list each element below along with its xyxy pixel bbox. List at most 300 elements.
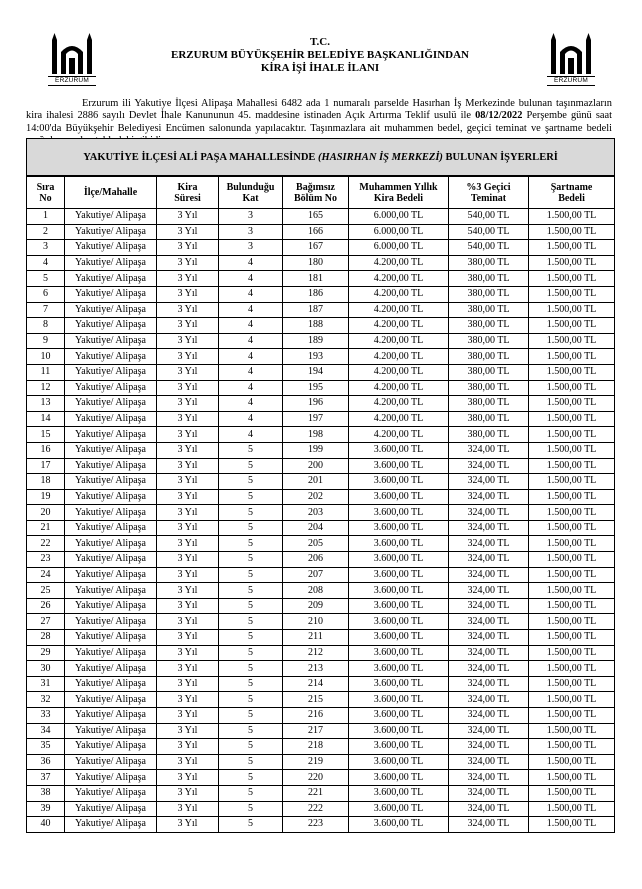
table-row (27, 380, 615, 396)
rental-table-container (26, 138, 614, 833)
cell-muhammen-bedel: 6.000,00 TL (349, 224, 449, 240)
cell-bolum-no: 201 (283, 474, 349, 490)
cell-sira-no: 30 (27, 661, 65, 677)
cell-sartname-bedeli: 1.500,00 TL (529, 505, 615, 521)
cell-sartname-bedeli: 1.500,00 TL (529, 645, 615, 661)
cell-gecici-teminat: 324,00 TL (449, 520, 529, 536)
cell-ilce-mahalle: Yakutiye/ Alipaşa (65, 442, 157, 458)
cell-kira-suresi: 3 Yıl (157, 817, 219, 833)
cell-kat: 5 (219, 520, 283, 536)
cell-sartname-bedeli: 1.500,00 TL (529, 411, 615, 427)
cell-bolum-no: 196 (283, 396, 349, 412)
cell-kira-suresi: 3 Yıl (157, 583, 219, 599)
table-row (27, 505, 615, 521)
cell-ilce-mahalle: Yakutiye/ Alipaşa (65, 224, 157, 240)
cell-ilce-mahalle: Yakutiye/ Alipaşa (65, 333, 157, 349)
table-row (27, 645, 615, 661)
cell-muhammen-bedel: 3.600,00 TL (349, 458, 449, 474)
cell-sartname-bedeli: 1.500,00 TL (529, 240, 615, 256)
header-label-line: Kat (242, 192, 259, 204)
cell-gecici-teminat: 324,00 TL (449, 567, 529, 583)
cell-kira-suresi: 3 Yıl (157, 801, 219, 817)
cell-sira-no: 29 (27, 645, 65, 661)
table-row (27, 676, 615, 692)
cell-kira-suresi: 3 Yıl (157, 396, 219, 412)
table-row (27, 411, 615, 427)
cell-sartname-bedeli: 1.500,00 TL (529, 318, 615, 334)
cell-kat: 4 (219, 396, 283, 412)
header-label-line: İlçe/Mahalle (83, 187, 138, 198)
cell-sira-no: 27 (27, 614, 65, 630)
cell-kat: 5 (219, 536, 283, 552)
cell-ilce-mahalle: Yakutiye/ Alipaşa (65, 380, 157, 396)
cell-bolum-no: 188 (283, 318, 349, 334)
cell-kira-suresi: 3 Yıl (157, 614, 219, 630)
cell-sira-no: 38 (27, 785, 65, 801)
cell-muhammen-bedel: 3.600,00 TL (349, 723, 449, 739)
cell-kira-suresi: 3 Yıl (157, 271, 219, 287)
cell-ilce-mahalle: Yakutiye/ Alipaşa (65, 520, 157, 536)
cell-ilce-mahalle: Yakutiye/ Alipaşa (65, 785, 157, 801)
cell-gecici-teminat: 324,00 TL (449, 785, 529, 801)
header-label-line: Bulunduğu (226, 181, 275, 193)
cell-bolum-no: 206 (283, 552, 349, 568)
table-row (27, 209, 615, 225)
cell-bolum-no: 215 (283, 692, 349, 708)
cell-sira-no: 5 (27, 271, 65, 287)
cell-gecici-teminat: 380,00 TL (449, 318, 529, 334)
cell-gecici-teminat: 380,00 TL (449, 427, 529, 443)
cell-bolum-no: 166 (283, 224, 349, 240)
cell-kat: 3 (219, 240, 283, 256)
cell-sira-no: 16 (27, 442, 65, 458)
header-label-line: Bölüm No (293, 192, 338, 204)
cell-kira-suresi: 3 Yıl (157, 739, 219, 755)
cell-kira-suresi: 3 Yıl (157, 692, 219, 708)
cell-kira-suresi: 3 Yıl (157, 318, 219, 334)
cell-kira-suresi: 3 Yıl (157, 427, 219, 443)
cell-kira-suresi: 3 Yıl (157, 489, 219, 505)
header-kira-suresi (157, 176, 219, 209)
cell-sira-no: 36 (27, 754, 65, 770)
cell-ilce-mahalle: Yakutiye/ Alipaşa (65, 583, 157, 599)
table-row (27, 224, 615, 240)
header-bulundugu-kat (219, 176, 283, 209)
cell-ilce-mahalle: Yakutiye/ Alipaşa (65, 770, 157, 786)
cell-kat: 4 (219, 302, 283, 318)
table-row (27, 630, 615, 646)
cell-bolum-no: 211 (283, 630, 349, 646)
header-label-line: Süresi (174, 192, 201, 204)
cell-kat: 4 (219, 333, 283, 349)
cell-kat: 5 (219, 801, 283, 817)
cell-sartname-bedeli: 1.500,00 TL (529, 676, 615, 692)
cell-sartname-bedeli: 1.500,00 TL (529, 770, 615, 786)
cell-ilce-mahalle: Yakutiye/ Alipaşa (65, 552, 157, 568)
cell-gecici-teminat: 540,00 TL (449, 224, 529, 240)
header-gecici-teminat (449, 176, 529, 209)
table-row (27, 458, 615, 474)
cell-sartname-bedeli: 1.500,00 TL (529, 723, 615, 739)
header-label-line: Muhammen Yıllık (359, 181, 438, 193)
cell-muhammen-bedel: 4.200,00 TL (349, 333, 449, 349)
cell-muhammen-bedel: 6.000,00 TL (349, 209, 449, 225)
cell-kat: 5 (219, 645, 283, 661)
cell-ilce-mahalle: Yakutiye/ Alipaşa (65, 302, 157, 318)
table-row (27, 255, 615, 271)
cell-kira-suresi: 3 Yıl (157, 411, 219, 427)
cell-bolum-no: 197 (283, 411, 349, 427)
cell-sartname-bedeli: 1.500,00 TL (529, 286, 615, 302)
table-row (27, 318, 615, 334)
cell-bolum-no: 187 (283, 302, 349, 318)
document-title-block (100, 36, 540, 75)
table-row (27, 708, 615, 724)
cell-sartname-bedeli: 1.500,00 TL (529, 302, 615, 318)
header-bagimsiz-bolum (283, 176, 349, 209)
cell-sartname-bedeli: 1.500,00 TL (529, 785, 615, 801)
cell-sira-no: 11 (27, 364, 65, 380)
cell-kat: 5 (219, 552, 283, 568)
cell-kat: 5 (219, 567, 283, 583)
cell-gecici-teminat: 324,00 TL (449, 630, 529, 646)
municipality-logo-right (547, 32, 595, 84)
cell-muhammen-bedel: 4.200,00 TL (349, 302, 449, 318)
header-label-line: No (39, 192, 52, 204)
cell-gecici-teminat: 380,00 TL (449, 286, 529, 302)
cell-ilce-mahalle: Yakutiye/ Alipaşa (65, 692, 157, 708)
cell-kat: 4 (219, 380, 283, 396)
cell-ilce-mahalle: Yakutiye/ Alipaşa (65, 411, 157, 427)
cell-ilce-mahalle: Yakutiye/ Alipaşa (65, 349, 157, 365)
table-row (27, 536, 615, 552)
cell-sira-no: 26 (27, 598, 65, 614)
cell-bolum-no: 217 (283, 723, 349, 739)
cell-sartname-bedeli: 1.500,00 TL (529, 817, 615, 833)
cell-kira-suresi: 3 Yıl (157, 708, 219, 724)
cell-sira-no: 39 (27, 801, 65, 817)
cell-muhammen-bedel: 3.600,00 TL (349, 520, 449, 536)
cell-sira-no: 8 (27, 318, 65, 334)
cell-ilce-mahalle: Yakutiye/ Alipaşa (65, 240, 157, 256)
cell-kat: 5 (219, 474, 283, 490)
cell-gecici-teminat: 540,00 TL (449, 240, 529, 256)
cell-muhammen-bedel: 3.600,00 TL (349, 817, 449, 833)
cell-gecici-teminat: 324,00 TL (449, 817, 529, 833)
cell-muhammen-bedel: 3.600,00 TL (349, 536, 449, 552)
cell-gecici-teminat: 380,00 TL (449, 255, 529, 271)
cell-bolum-no: 167 (283, 240, 349, 256)
cell-muhammen-bedel: 3.600,00 TL (349, 489, 449, 505)
cell-sira-no: 22 (27, 536, 65, 552)
table-row (27, 567, 615, 583)
cell-gecici-teminat: 324,00 TL (449, 552, 529, 568)
cell-muhammen-bedel: 3.600,00 TL (349, 739, 449, 755)
cell-sartname-bedeli: 1.500,00 TL (529, 333, 615, 349)
cell-gecici-teminat: 324,00 TL (449, 770, 529, 786)
cell-kat: 5 (219, 614, 283, 630)
table-row (27, 801, 615, 817)
cell-ilce-mahalle: Yakutiye/ Alipaşa (65, 708, 157, 724)
cell-muhammen-bedel: 3.600,00 TL (349, 708, 449, 724)
cell-sartname-bedeli: 1.500,00 TL (529, 489, 615, 505)
cell-kira-suresi: 3 Yıl (157, 333, 219, 349)
cell-bolum-no: 198 (283, 427, 349, 443)
cell-ilce-mahalle: Yakutiye/ Alipaşa (65, 318, 157, 334)
cell-ilce-mahalle: Yakutiye/ Alipaşa (65, 676, 157, 692)
cell-kira-suresi: 3 Yıl (157, 598, 219, 614)
cell-sira-no: 21 (27, 520, 65, 536)
cell-muhammen-bedel: 3.600,00 TL (349, 442, 449, 458)
cell-gecici-teminat: 540,00 TL (449, 209, 529, 225)
cell-bolum-no: 204 (283, 520, 349, 536)
cell-sartname-bedeli: 1.500,00 TL (529, 255, 615, 271)
cell-bolum-no: 195 (283, 380, 349, 396)
cell-ilce-mahalle: Yakutiye/ Alipaşa (65, 598, 157, 614)
cell-ilce-mahalle: Yakutiye/ Alipaşa (65, 489, 157, 505)
cell-muhammen-bedel: 6.000,00 TL (349, 240, 449, 256)
cell-muhammen-bedel: 3.600,00 TL (349, 614, 449, 630)
cell-sira-no: 9 (27, 333, 65, 349)
cell-bolum-no: 165 (283, 209, 349, 225)
cell-sira-no: 23 (27, 552, 65, 568)
cell-ilce-mahalle: Yakutiye/ Alipaşa (65, 427, 157, 443)
table-body (27, 209, 615, 833)
intro-text-2: Perşembe günü saat 14:00'da Büyükşehir Belediyesi Encümen salonunda yapılacaktır. Taşınmazlara ait muhammen bedel, geçici teminat ve şartname bedeli (26, 110, 612, 134)
table-row (27, 442, 615, 458)
intro-text-1: Erzurum ili Yakutiye İlçesi Alipaşa Mahallesi 6482 ada 1 numaralı parselde Hasırhan İş Merkezinde bulunan taşınmazların kira ihalesi 2886 sayılı Devlet İhale Kanununun 45. maddesine istinaden Açık Artırma Teklif usulü ile (26, 98, 612, 122)
header-label-line: Sıra (36, 181, 55, 193)
cell-kira-suresi: 3 Yıl (157, 676, 219, 692)
cell-sartname-bedeli: 1.500,00 TL (529, 614, 615, 630)
cell-muhammen-bedel: 3.600,00 TL (349, 785, 449, 801)
table-caption (27, 139, 615, 177)
cell-kat: 5 (219, 739, 283, 755)
table-row (27, 349, 615, 365)
cell-sartname-bedeli: 1.500,00 TL (529, 380, 615, 396)
cell-kira-suresi: 3 Yıl (157, 661, 219, 677)
cell-kira-suresi: 3 Yıl (157, 442, 219, 458)
cell-kira-suresi: 3 Yıl (157, 474, 219, 490)
cell-kira-suresi: 3 Yıl (157, 552, 219, 568)
cell-bolum-no: 218 (283, 739, 349, 755)
cell-ilce-mahalle: Yakutiye/ Alipaşa (65, 209, 157, 225)
cell-kira-suresi: 3 Yıl (157, 349, 219, 365)
cell-kira-suresi: 3 Yıl (157, 255, 219, 271)
cell-muhammen-bedel: 3.600,00 TL (349, 567, 449, 583)
cell-muhammen-bedel: 4.200,00 TL (349, 364, 449, 380)
cell-sartname-bedeli: 1.500,00 TL (529, 474, 615, 490)
table-row (27, 427, 615, 443)
cell-sartname-bedeli: 1.500,00 TL (529, 442, 615, 458)
table-row (27, 661, 615, 677)
cell-ilce-mahalle: Yakutiye/ Alipaşa (65, 661, 157, 677)
cell-bolum-no: 222 (283, 801, 349, 817)
cell-kira-suresi: 3 Yıl (157, 286, 219, 302)
cell-bolum-no: 200 (283, 458, 349, 474)
cell-sira-no: 10 (27, 349, 65, 365)
cell-bolum-no: 209 (283, 598, 349, 614)
cell-muhammen-bedel: 3.600,00 TL (349, 630, 449, 646)
cell-bolum-no: 194 (283, 364, 349, 380)
cell-ilce-mahalle: Yakutiye/ Alipaşa (65, 739, 157, 755)
cell-kat: 5 (219, 583, 283, 599)
cell-sira-no: 31 (27, 676, 65, 692)
header-label-line: Bedeli (558, 192, 585, 204)
cell-bolum-no: 219 (283, 754, 349, 770)
cell-ilce-mahalle: Yakutiye/ Alipaşa (65, 396, 157, 412)
cell-bolum-no: 189 (283, 333, 349, 349)
title-line-2: ERZURUM BÜYÜKŞEHİR BELEDİYE BAŞKANLIĞINDAN (171, 49, 469, 61)
title-line-3: KİRA İŞİ İHALE İLANI (260, 62, 380, 74)
cell-sartname-bedeli: 1.500,00 TL (529, 661, 615, 677)
cell-gecici-teminat: 324,00 TL (449, 645, 529, 661)
cell-muhammen-bedel: 3.600,00 TL (349, 692, 449, 708)
cell-sira-no: 3 (27, 240, 65, 256)
table-row (27, 614, 615, 630)
cell-kat: 5 (219, 770, 283, 786)
cell-muhammen-bedel: 3.600,00 TL (349, 474, 449, 490)
cell-gecici-teminat: 324,00 TL (449, 692, 529, 708)
cell-sira-no: 15 (27, 427, 65, 443)
cell-bolum-no: 180 (283, 255, 349, 271)
cell-muhammen-bedel: 4.200,00 TL (349, 318, 449, 334)
cell-kat: 4 (219, 364, 283, 380)
cell-sira-no: 32 (27, 692, 65, 708)
header-label-line: Bağımsız (296, 181, 335, 193)
cell-ilce-mahalle: Yakutiye/ Alipaşa (65, 801, 157, 817)
header-ilce-mahalle (65, 176, 157, 209)
cell-gecici-teminat: 324,00 TL (449, 708, 529, 724)
cell-ilce-mahalle: Yakutiye/ Alipaşa (65, 255, 157, 271)
cell-muhammen-bedel: 3.600,00 TL (349, 583, 449, 599)
cell-kira-suresi: 3 Yıl (157, 458, 219, 474)
table-row (27, 396, 615, 412)
cell-kat: 4 (219, 349, 283, 365)
cell-muhammen-bedel: 3.600,00 TL (349, 754, 449, 770)
cell-muhammen-bedel: 4.200,00 TL (349, 396, 449, 412)
cell-sartname-bedeli: 1.500,00 TL (529, 209, 615, 225)
cell-kira-suresi: 3 Yıl (157, 302, 219, 318)
cell-kat: 3 (219, 209, 283, 225)
cell-sira-no: 13 (27, 396, 65, 412)
cell-bolum-no: 221 (283, 785, 349, 801)
cell-sartname-bedeli: 1.500,00 TL (529, 692, 615, 708)
cell-gecici-teminat: 324,00 TL (449, 458, 529, 474)
cell-ilce-mahalle: Yakutiye/ Alipaşa (65, 614, 157, 630)
cell-bolum-no: 193 (283, 349, 349, 365)
logo-emblem-icon (48, 32, 96, 76)
table-row (27, 474, 615, 490)
cell-gecici-teminat: 324,00 TL (449, 505, 529, 521)
cell-ilce-mahalle: Yakutiye/ Alipaşa (65, 458, 157, 474)
cell-sira-no: 33 (27, 708, 65, 724)
cell-kat: 5 (219, 458, 283, 474)
header-label-line: Kira (177, 181, 198, 193)
cell-bolum-no: 205 (283, 536, 349, 552)
cell-gecici-teminat: 324,00 TL (449, 598, 529, 614)
cell-kat: 4 (219, 255, 283, 271)
cell-kat: 5 (219, 817, 283, 833)
cell-sartname-bedeli: 1.500,00 TL (529, 427, 615, 443)
cell-kira-suresi: 3 Yıl (157, 785, 219, 801)
cell-kat: 5 (219, 676, 283, 692)
cell-sartname-bedeli: 1.500,00 TL (529, 364, 615, 380)
cell-kira-suresi: 3 Yıl (157, 505, 219, 521)
table-row (27, 240, 615, 256)
cell-sira-no: 34 (27, 723, 65, 739)
cell-kat: 4 (219, 286, 283, 302)
cell-sira-no: 17 (27, 458, 65, 474)
cell-kat: 5 (219, 785, 283, 801)
cell-kira-suresi: 3 Yıl (157, 240, 219, 256)
cell-kira-suresi: 3 Yıl (157, 770, 219, 786)
cell-gecici-teminat: 380,00 TL (449, 396, 529, 412)
cell-bolum-no: 181 (283, 271, 349, 287)
cell-sira-no: 28 (27, 630, 65, 646)
cell-ilce-mahalle: Yakutiye/ Alipaşa (65, 630, 157, 646)
cell-sartname-bedeli: 1.500,00 TL (529, 801, 615, 817)
cell-ilce-mahalle: Yakutiye/ Alipaşa (65, 754, 157, 770)
cell-sartname-bedeli: 1.500,00 TL (529, 552, 615, 568)
cell-kira-suresi: 3 Yıl (157, 645, 219, 661)
header-label-line: Teminat (470, 192, 507, 204)
cell-bolum-no: 199 (283, 442, 349, 458)
cell-kat: 5 (219, 630, 283, 646)
table-row (27, 552, 615, 568)
cell-sartname-bedeli: 1.500,00 TL (529, 520, 615, 536)
header-label-line: Şartname (550, 181, 593, 193)
municipality-logo (48, 32, 96, 84)
caption-italic: (HASIRHAN İŞ MERKEZİ) (318, 151, 443, 163)
cell-gecici-teminat: 380,00 TL (449, 411, 529, 427)
cell-gecici-teminat: 324,00 TL (449, 474, 529, 490)
cell-muhammen-bedel: 3.600,00 TL (349, 676, 449, 692)
document-header (0, 0, 642, 100)
cell-sartname-bedeli: 1.500,00 TL (529, 630, 615, 646)
header-sira-no (27, 176, 65, 209)
cell-gecici-teminat: 380,00 TL (449, 364, 529, 380)
cell-ilce-mahalle: Yakutiye/ Alipaşa (65, 817, 157, 833)
cell-sartname-bedeli: 1.500,00 TL (529, 536, 615, 552)
cell-gecici-teminat: 324,00 TL (449, 739, 529, 755)
cell-bolum-no: 216 (283, 708, 349, 724)
cell-sira-no: 40 (27, 817, 65, 833)
table-row (27, 489, 615, 505)
cell-bolum-no: 186 (283, 286, 349, 302)
table-row (27, 520, 615, 536)
header-label-line: %3 Geçici (466, 181, 511, 193)
caption-text-1: YAKUTİYE İLÇESİ ALİ PAŞA MAHALLESİNDE (83, 151, 319, 163)
cell-bolum-no: 207 (283, 567, 349, 583)
cell-sira-no: 24 (27, 567, 65, 583)
title-line-1: T.C. (310, 36, 330, 48)
table-row (27, 302, 615, 318)
table-row (27, 754, 615, 770)
cell-gecici-teminat: 324,00 TL (449, 676, 529, 692)
cell-muhammen-bedel: 3.600,00 TL (349, 770, 449, 786)
cell-muhammen-bedel: 4.200,00 TL (349, 427, 449, 443)
header-label-line: Kira Bedeli (373, 192, 424, 204)
cell-kira-suresi: 3 Yıl (157, 567, 219, 583)
cell-bolum-no: 210 (283, 614, 349, 630)
cell-muhammen-bedel: 4.200,00 TL (349, 411, 449, 427)
cell-kat: 4 (219, 411, 283, 427)
cell-ilce-mahalle: Yakutiye/ Alipaşa (65, 723, 157, 739)
cell-bolum-no: 208 (283, 583, 349, 599)
cell-kira-suresi: 3 Yıl (157, 209, 219, 225)
cell-muhammen-bedel: 4.200,00 TL (349, 349, 449, 365)
